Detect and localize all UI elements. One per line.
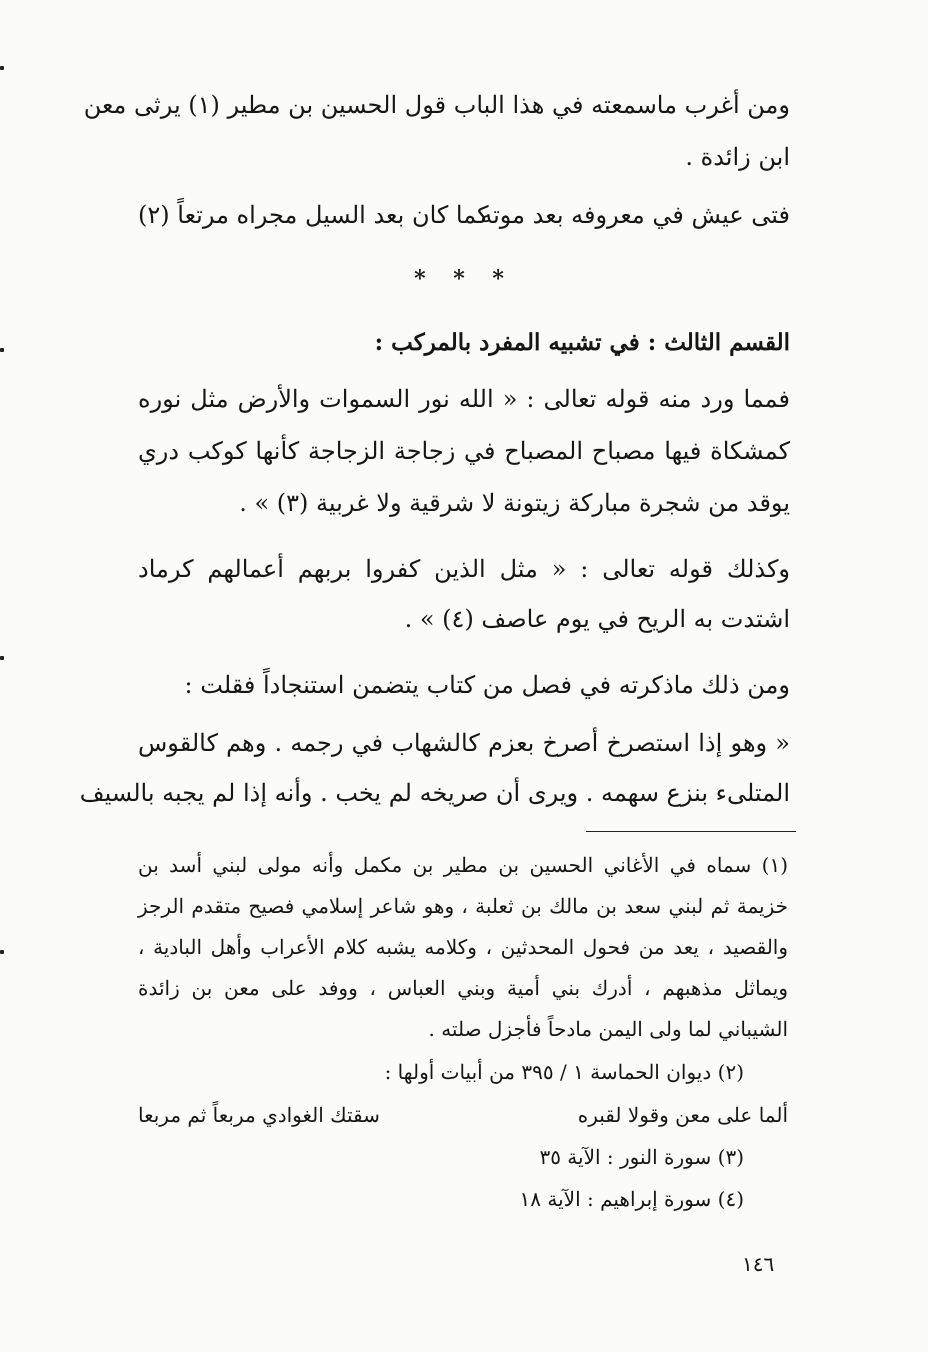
footnote1-line3: والقصيد ، يعد من فحول المحدثين ، وكلامه يشبه كلام الأعراب وأهل البادية ، — [138, 935, 788, 959]
paragraph5-line1: « وهو إذا استصرخ أصرخ بعزم كالشهاب في رجمه . وهم كالقوس — [138, 729, 790, 757]
verse1-right-hemistich: فتى عيش في معروفه بعد موته — [480, 201, 790, 229]
footnote-separator-rule — [586, 831, 796, 832]
footnote1-line1: (١) سماه في الأغاني الحسين بن مطير بن مكمل وأنه مولى لبني أسد بن — [138, 853, 788, 877]
footnote3: (٣) سورة النور : الآية ٣٥ — [539, 1145, 744, 1169]
paragraph4-line1: ومن ذلك ماذكرته في فصل من كتاب يتضمن استنجاداً فقلت : — [184, 671, 790, 699]
paragraph2-line3: يوقد من شجرة مباركة زيتونة لا شرقية ولا غربية (٣) » . — [239, 489, 790, 517]
scan-mark — [0, 348, 4, 352]
scan-mark — [0, 66, 4, 70]
footnote2-verse-left: سقتك الغوادي مربعاً ثم مربعا — [138, 1103, 380, 1127]
footnote4: (٤) سورة إبراهيم : الآية ١٨ — [519, 1187, 744, 1211]
separator-stars: * * * — [414, 266, 514, 292]
paragraph3-line2: اشتدت به الريح في يوم عاصف (٤) » . — [404, 605, 790, 633]
footnote2-line1: (٢) ديوان الحماسة ١ / ٣٩٥ من أبيات أولها : — [384, 1060, 744, 1084]
footnote1-line4: ويماثل مذهبهم ، أدرك بني أمية وبني العباس ، ووفد على معن بن زائدة — [138, 976, 788, 1000]
paragraph3-line1: وكذلك قوله تعالى : « مثل الذين كفروا بربهم أعمالهم كرماد — [138, 555, 790, 583]
paragraph5-line2: المتلىء بنزع سهمه . ويرى أن صريخه لم يخب . وأنه إذا لم يجبه بالسيف — [79, 779, 790, 807]
footnote1-line5: الشيباني لما ولى اليمن مادحاً فأجزل صلته . — [428, 1017, 788, 1041]
paragraph1-line2: ابن زائدة . — [685, 143, 790, 171]
verse1-left-hemistich: كما كان بعد السيل مجراه مرتعاً (٢) — [138, 201, 489, 229]
paragraph2-line2: كمشكاة فيها مصباح المصباح في زجاجة الزجاجة كأنها كوكب دري — [138, 437, 790, 465]
footnote1-line2: خزيمة ثم لبني سعد بن مالك بن ثعلبة ، وهو شاعر إسلامي فصيح متقدم الرجز — [138, 894, 788, 918]
scan-mark — [0, 950, 4, 954]
scan-mark — [0, 656, 4, 660]
page-number: ١٤٦ — [742, 1252, 775, 1276]
paragraph2-line1: فمما ورد منه قوله تعالى : « الله نور السموات والأرض مثل نوره — [138, 385, 790, 413]
paragraph1-line1: ومن أغرب ماسمعته في هذا الباب قول الحسين بن مطير (١) يرثى معن — [83, 91, 790, 119]
footnote2-verse-right: ألما على معن وقولا لقبره — [577, 1103, 788, 1127]
section-heading: القسم الثالث : في تشبيه المفرد بالمركب : — [374, 329, 790, 356]
